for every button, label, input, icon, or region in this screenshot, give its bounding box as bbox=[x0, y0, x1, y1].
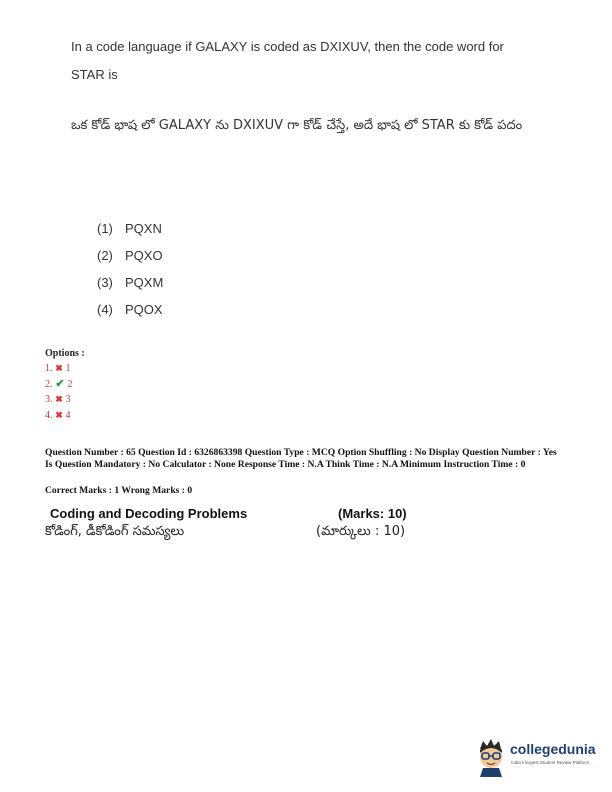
choice-item bbox=[97, 246, 163, 273]
correct-check-icon: ✔ bbox=[55, 377, 65, 390]
choice-text: PQOX bbox=[125, 302, 163, 317]
choice-number: (2) bbox=[97, 248, 113, 263]
question-meta-info: Question Number : 65 Question Id : 6326863398 Question Type : MCQ Option Shuffling : No Display Question Number : Yes Is Question Mandatory : No Calculator : None Response Time : N.A Think Time : N.A Minimum Instruction Time : 0 bbox=[45, 447, 557, 470]
section-title-telugu: కోడింగ్, డీకోడింగ్ సమస్యలు bbox=[45, 524, 185, 539]
choice-item bbox=[97, 300, 163, 327]
option-index: 1. bbox=[45, 363, 53, 374]
option-value: 3 bbox=[65, 394, 71, 405]
options-block bbox=[45, 348, 85, 423]
choice-number: (3) bbox=[97, 275, 113, 290]
wrong-cross-icon: ✖ bbox=[55, 409, 63, 420]
option-item bbox=[45, 377, 85, 393]
wrong-cross-icon: ✖ bbox=[55, 363, 63, 373]
logo-tagline: India's largest Student Review Platform bbox=[511, 760, 590, 765]
wrong-cross-icon: ✖ bbox=[55, 394, 63, 404]
option-item bbox=[45, 361, 85, 377]
option-index: 2. bbox=[45, 378, 53, 390]
option-index: 3. bbox=[45, 394, 53, 405]
marks-info: Correct Marks : 1 Wrong Marks : 0 bbox=[45, 485, 193, 496]
section-marks-english: (Marks: 10) bbox=[338, 506, 407, 521]
mascot-icon bbox=[474, 737, 508, 777]
collegedunia-logo bbox=[474, 737, 604, 777]
choice-text: PQXN bbox=[125, 221, 162, 236]
option-value: 4 bbox=[65, 409, 71, 421]
choice-text: PQXM bbox=[125, 275, 164, 290]
options-heading: Options : bbox=[45, 348, 85, 359]
question-text-english: In a code language if GALAXY is coded as DXIXUV, then the code word for STAR is bbox=[71, 39, 504, 82]
choice-list bbox=[97, 219, 163, 327]
option-item bbox=[45, 392, 85, 408]
option-index: 4. bbox=[45, 409, 53, 421]
question-text-telugu: ఒక కోడ్ భాష లో GALAXY ను DXIXUV గా కోడ్ చేస్తే, అదే భాష లో STAR కు కోడ్ పదం bbox=[71, 118, 523, 133]
section-title-english: Coding and Decoding Problems bbox=[50, 506, 248, 521]
choice-text: PQXO bbox=[125, 248, 163, 263]
section-marks-telugu: (మార్కులు : 10) bbox=[316, 524, 406, 539]
choice-number: (1) bbox=[97, 221, 113, 236]
choice-item bbox=[97, 273, 163, 300]
logo-brand-text: collegedunia bbox=[510, 741, 596, 757]
option-value: 1 bbox=[65, 363, 71, 374]
choice-item bbox=[97, 219, 163, 246]
option-item bbox=[45, 408, 85, 424]
choice-number: (4) bbox=[97, 302, 113, 317]
option-value: 2 bbox=[67, 378, 73, 390]
